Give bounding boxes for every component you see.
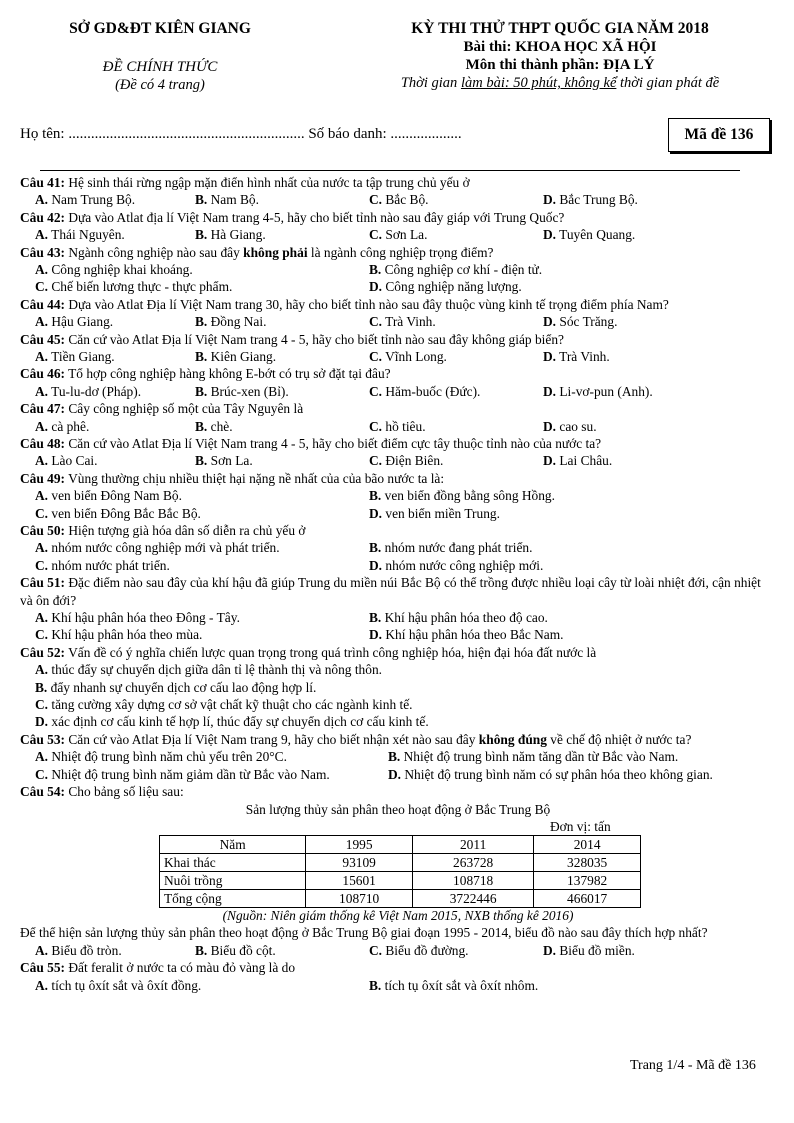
table-cell: Tổng cộng [160,890,306,908]
option-a: A. Lào Cai. [35,453,98,469]
question-41: Câu 41: Hệ sinh thái rừng ngập mặn điển hình nhất của nước ta tập trung chủ yếu ở [20,175,470,190]
options-row [20,487,776,504]
options-row [20,348,776,365]
question-44: Câu 44: Dựa vào Atlat Địa lí Việt Nam trang 30, hãy cho biết tỉnh nào sau đây thuộc vùng kinh tế trọng điểm phía Nam? [20,296,669,312]
options-row [20,313,776,330]
options-row [20,766,776,783]
exam-title: KỲ THI THỬ THPT QUỐC GIA NĂM 2018 [411,20,709,37]
option-letter: D. [543,418,557,434]
page-count: (Đề có 4 trang) [115,77,205,93]
divider [40,170,740,171]
table-cell: 137982 [534,872,641,890]
option-letter: B. [195,942,208,958]
option-letter: D. [543,192,557,208]
options-row [20,226,776,243]
table-header-cell: 1995 [306,836,413,854]
option-a: A. nhóm nước công nghiệp mới và phát triển. [35,540,280,556]
option-b: B. Hà Giang. [195,227,266,243]
option-letter: A. [35,262,49,277]
table-cell: 328035 [534,854,641,872]
emphasis: không phải [243,244,308,260]
option-c: C. Trà Vinh. [369,314,436,330]
option-a: A. tích tụ ôxít sắt và ôxít đồng. [35,977,202,993]
question-46: Câu 46: Tổ hợp công nghiệp hàng không E-bớt có trụ sở đặt tại đâu? [20,366,391,382]
option-c: C. Khí hậu phân hóa theo mùa. [35,627,203,643]
option-a: A. ven biển Đông Nam Bộ. [35,488,182,504]
data-table [159,835,641,908]
option-letter: A. [35,977,49,993]
question-list [20,174,776,994]
option-letter: C. [35,696,49,712]
option-d: D. Sóc Trăng. [543,314,618,330]
option-b: B. Khí hậu phân hóa theo độ cao. [369,609,548,625]
option-c: C. hồ tiêu. [369,418,426,434]
option-letter: A. [35,609,49,625]
question-53: Câu 53: Căn cứ vào Atlat Địa lí Việt Nam trang 9, hãy cho biết nhận xét nào sau đây không đúng về chế độ nhiệt ở nước ta? [20,731,692,747]
option-b: B. Nhiệt độ trung bình năm tăng dần từ Bắc vào Nam. [388,749,679,765]
option-letter: B. [369,609,382,625]
option-letter: B. [369,488,382,504]
table-header-cell: 2014 [534,836,641,854]
option-letter: B. [195,453,208,469]
option-letter: B. [195,418,208,434]
option-c: C. Nhiệt độ trung bình năm giảm dần từ Bắc vào Nam. [35,766,330,782]
option-letter: C. [35,505,49,521]
question-number: Câu 51: [20,575,66,591]
option-letter: C. [35,627,49,643]
option-a: A. thúc đẩy sự chuyển dịch giữa dân tỉ lệ thành thị và nông thôn. [35,662,382,678]
options-row [20,557,776,574]
option-b: B. Nam Bộ. [195,192,259,208]
options-row [20,191,776,208]
option-letter: B. [369,977,382,993]
question-49: Câu 49: Vùng thường chịu nhiều thiệt hại nặng nề nhất của của bão nước ta là: [20,470,445,486]
question-54: Câu 54: Cho bảng số liệu sau: [20,783,184,799]
option-d: D. Khí hậu phân hóa theo Bắc Nam. [369,627,564,643]
question-55: Câu 55: Đất feralit ở nước ta có màu đỏ vàng là do [20,960,296,976]
question-number: Câu 45: [20,331,66,347]
official-label: ĐỀ CHÍNH THỨC [102,59,218,75]
option-d: D. Tuyên Quang. [543,227,636,243]
option-d: D. Biểu đồ miền. [543,942,635,958]
option-letter: C. [369,418,383,434]
option-letter: D. [369,627,383,643]
option-letter: A. [35,227,49,243]
option-letter: D. [369,279,383,295]
option-letter: C. [369,314,383,330]
options-row [20,609,776,626]
table-row [160,872,641,890]
option-b: B. nhóm nước đang phát triển. [369,540,533,556]
option-letter: C. [369,227,383,243]
option-a: A. Biểu đồ tròn. [35,942,122,958]
table-unit: Đơn vị: tấn [550,819,611,835]
question-number: Câu 55: [20,960,66,976]
option-letter: B. [195,227,208,243]
option-b: B. tích tụ ôxít sắt và ôxít nhôm. [369,977,539,993]
question-number: Câu 43: [20,244,66,260]
options-row [20,418,776,435]
question-51: Câu 51: Đặc điểm nào sau đây của khí hậu đã giúp Trung du miền núi Bắc Bộ có thể trồng được nhiều loại cây từ loài nhiệt đới, cận nhiệt và ôn đới? [20,575,761,608]
question-stem-continued: Để thể hiện sản lượng thủy sản phân theo hoạt động ở Bắc Trung Bộ giai đoạn 1995 - 2014, biểu đồ nào sau đây thích hợp nhất? [20,925,708,941]
table-cell: 108710 [306,890,413,908]
question-number: Câu 54: [20,783,66,799]
option-letter: B. [388,749,401,765]
options-row [20,942,776,959]
options-row [20,977,776,994]
option-letter: A. [35,942,49,958]
table-cell: 15601 [306,872,413,890]
option-letter: C. [369,942,383,958]
option-c: C. nhóm nước phát triển. [35,557,170,573]
option-letter: D. [35,714,49,730]
option-d: D. xác định cơ cấu kinh tế hợp lí, thúc đẩy sự chuyển dịch cơ cấu kinh tế. [35,714,429,730]
option-b: B. ven biển đồng bằng sông Hồng. [369,488,555,504]
option-letter: C. [369,192,383,208]
option-letter: C. [369,383,383,399]
option-letter: B. [195,348,208,364]
exam-code-box: Mã đề 136 [668,118,770,152]
table-header-cell: Năm [160,836,306,854]
option-c: C. Điện Biên. [369,453,444,469]
question-number: Câu 46: [20,366,66,382]
option-d: D. Lai Châu. [543,453,613,469]
option-letter: A. [35,488,49,504]
option-letter: D. [543,942,557,958]
table-cell: Khai thác [160,854,306,872]
question-number: Câu 48: [20,435,66,451]
table-cell: 108718 [413,872,534,890]
option-letter: B. [369,540,382,556]
options-row [20,278,776,295]
page-footer: Trang 1/4 - Mã đề 136 [630,1058,756,1073]
option-letter: D. [543,383,557,399]
option-letter: D. [543,314,557,330]
table-row [160,854,641,872]
option-b: B. Sơn La. [195,453,253,469]
header-right [355,20,765,92]
table-source: (Nguồn: Niên giám thống kê Việt Nam 2015, NXB thống kê 2016) [222,908,574,924]
question-number: Câu 42: [20,209,66,225]
option-letter: B. [195,192,208,208]
option-letter: A. [35,453,49,469]
option-b: B. chè. [195,418,233,434]
option-letter: D. [543,453,557,469]
option-d: D. Li-vơ-pun (Anh). [543,383,653,399]
option-d: D. nhóm nước công nghiệp mới. [369,557,544,573]
option-letter: C. [35,279,49,295]
option-letter: A. [35,418,49,434]
org-name: SỞ GD&ĐT KIÊN GIANG [69,20,251,37]
option-d: D. ven biển miền Trung. [369,505,500,521]
time-line: Thời gian làm bài: 50 phút, không kể thời gian phát đề [400,75,720,91]
option-b: B. Brúc-xen (Bỉ). [195,383,289,399]
table-header-row [160,836,641,854]
question-47: Câu 47: Cây công nghiệp số một của Tây Nguyên là [20,401,304,417]
option-d: D. Bắc Trung Bộ. [543,192,638,208]
option-a: A. Thái Nguyên. [35,227,125,243]
option-c: C. Biểu đồ đường. [369,942,469,958]
option-a: A. Nam Trung Bộ. [35,192,136,208]
option-letter: A. [35,540,49,556]
table-cell: 93109 [306,854,413,872]
component-line: Môn thi thành phần: ĐỊA LÝ [465,57,655,73]
option-letter: D. [388,766,402,782]
options-row [20,539,776,556]
student-info-line: Họ tên: ............................................................... Số báo danh: ................... [20,126,462,142]
option-a: A. Nhiệt độ trung bình năm chủ yếu trên 20°C. [35,749,287,765]
option-a: A. Khí hậu phân hóa theo Đông - Tây. [35,609,240,625]
options-row [20,748,776,765]
option-letter: A. [35,314,49,330]
option-letter: C. [35,557,49,573]
option-a: A. Hậu Giang. [35,314,114,330]
option-d: D. cao su. [543,418,597,434]
option-letter: A. [35,192,49,208]
option-letter: D. [369,505,383,521]
option-letter: B. [369,262,382,277]
option-c: C. Bắc Bộ. [369,192,429,208]
question-number: Câu 50: [20,522,66,538]
question-number: Câu 49: [20,470,66,486]
table-row [160,890,641,908]
option-b: B. đẩy nhanh sự chuyển dịch cơ cấu lao động hợp lí. [35,679,317,695]
header-left [30,20,290,94]
options-row [20,383,776,400]
emphasis: không đúng [478,731,547,747]
option-letter: A. [35,383,49,399]
question-42: Câu 42: Dựa vào Atlat địa lí Việt Nam trang 4-5, hãy cho biết tỉnh nào sau đây giáp với Trung Quốc? [20,209,565,225]
table-cell: 466017 [534,890,641,908]
option-a: A. Tu-lu-dơ (Pháp). [35,383,142,399]
option-d: D. Công nghiệp năng lượng. [369,279,522,295]
option-b: B. Đồng Nai. [195,314,267,330]
table-header-cell: 2011 [413,836,534,854]
option-letter: D. [543,348,557,364]
table-cell: 3722446 [413,890,534,908]
table-caption: Sản lượng thủy sản phân theo hoạt động ở Bắc Trung Bộ [245,802,551,818]
option-c: C. ven biển Đông Bắc Bắc Bộ. [35,505,201,521]
options-row [20,626,776,643]
options-row [20,261,776,278]
question-50: Câu 50: Hiện tượng già hóa dân số diễn ra chủ yếu ở [20,522,306,538]
question-number: Câu 47: [20,401,66,417]
options-row [20,505,776,522]
option-b: B. Biểu đồ cột. [195,942,276,958]
option-letter: C. [369,348,383,364]
question-48: Câu 48: Căn cứ vào Atlat Địa lí Việt Nam trang 4 - 5, hãy cho biết điểm cực tây thuộc tỉnh nào của nước ta? [20,435,602,451]
question-number: Câu 44: [20,296,66,312]
option-a: A. Tiền Giang. [35,348,115,364]
option-letter: A. [35,662,49,678]
question-45: Câu 45: Căn cứ vào Atlat Địa lí Việt Nam trang 4 - 5, hãy cho biết tỉnh nào sau đây không giáp biển? [20,331,564,347]
question-number: Câu 41: [20,175,66,190]
option-letter: A. [35,348,49,364]
option-letter: D. [543,227,557,243]
option-a: A. cà phê. [35,418,90,434]
option-letter: C. [369,453,383,469]
option-letter: D. [369,557,383,573]
option-letter: B. [35,679,48,695]
option-letter: B. [195,314,208,330]
option-letter: C. [35,766,49,782]
table-cell: Nuôi trồng [160,872,306,890]
question-number: Câu 53: [20,731,66,747]
subject-line: Bài thi: KHOA HỌC XÃ HỘI [463,39,657,55]
option-c: C. Hăm-buốc (Đức). [369,383,481,399]
options-row [20,452,776,469]
option-letter: B. [195,383,208,399]
option-c: C. Vĩnh Long. [369,348,447,364]
option-d: D. Nhiệt độ trung bình năm có sự phân hóa theo không gian. [388,766,713,782]
option-letter: A. [35,749,49,765]
option-c: C. Sơn La. [369,227,428,243]
option-a: A. Công nghiệp khai khoáng. [35,262,193,277]
option-c: C. tăng cường xây dựng cơ sở vật chất kỹ thuật cho các ngành kinh tế. [35,696,413,712]
option-c: C. Chế biến lương thực - thực phẩm. [35,279,233,295]
question-43: Câu 43: Ngành công nghiệp nào sau đây không phải là ngành công nghiệp trọng điểm? [20,244,494,260]
option-b: B. Công nghiệp cơ khí - điện tử. [369,262,543,277]
option-b: B. Kiên Giang. [195,348,277,364]
table-cell: 263728 [413,854,534,872]
question-52: Câu 52: Vấn đề có ý nghĩa chiến lược quan trọng trong quá trình công nghiệp hóa, hiện đại hóa đất nước là [20,644,597,660]
question-number: Câu 52: [20,644,66,660]
option-d: D. Trà Vinh. [543,348,610,364]
